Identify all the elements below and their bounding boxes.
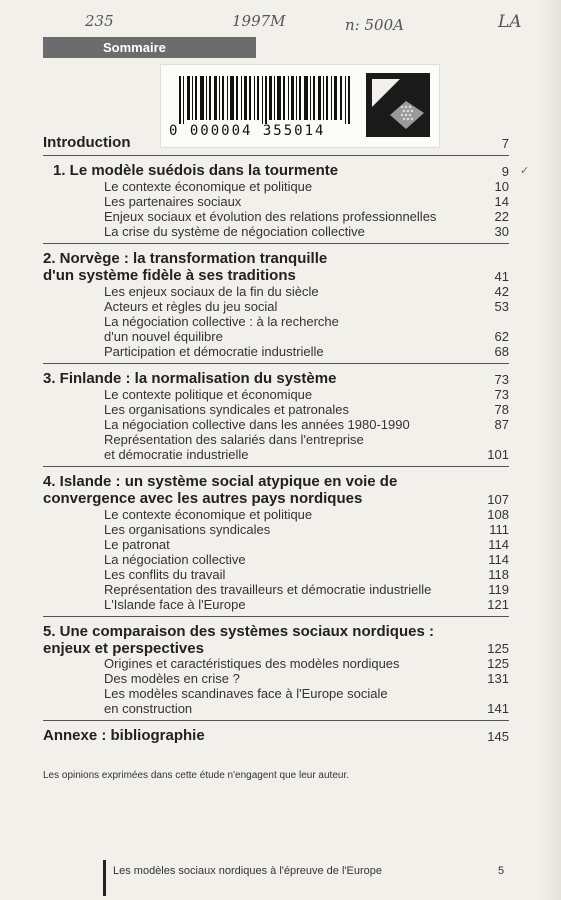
- toc-section3-page: 73: [494, 372, 509, 387]
- section-divider: [43, 616, 509, 617]
- toc-item: Le patronat: [104, 537, 170, 552]
- toc-item: Le contexte économique et politique: [104, 507, 313, 522]
- toc-section2-page: 41: [494, 269, 509, 284]
- section-divider: [43, 720, 509, 721]
- toc-item: Participation et démocratie industrielle: [104, 344, 324, 359]
- toc-item: La négociation collective : à la recherche: [104, 314, 339, 329]
- handwritten-note-3: n: 500A: [345, 16, 404, 34]
- toc-item-page: 68: [494, 344, 509, 359]
- toc-section4-page: 107: [487, 492, 509, 507]
- toc-item: Le contexte économique et politique: [104, 179, 313, 194]
- toc-item: Les conflits du travail: [104, 567, 226, 582]
- toc-item-page: 87: [494, 417, 509, 432]
- footer-rule: [103, 860, 106, 896]
- disclaimer-note: Les opinions exprimées dans cette étude n'engagent que leur auteur.: [43, 770, 350, 781]
- toc-item-page: 78: [494, 402, 509, 417]
- footer-page-number: 5: [498, 865, 505, 877]
- toc-annexe-title: Annexe : bibliographie: [43, 727, 205, 744]
- toc-item-page: 101: [487, 447, 509, 462]
- barcode-digits: 0 000004 355014: [169, 123, 326, 139]
- toc-item: Les partenaires sociaux: [104, 194, 242, 209]
- checkmark-icon: ✓: [520, 165, 530, 177]
- toc-item: Des modèles en crise ?: [104, 671, 240, 686]
- toc-annexe-page: 145: [487, 729, 509, 744]
- section-divider: [43, 363, 509, 364]
- toc-item: d'un nouvel équilibre: [104, 329, 223, 344]
- toc-section4-title-line1: 4. Islande : un système social atypique en voie de: [43, 473, 398, 490]
- toc-section1-page: 9: [501, 164, 509, 179]
- toc-item: La négociation collective dans les années 1980-1990: [104, 417, 410, 432]
- toc-item-page: 119: [488, 582, 509, 597]
- toc-item: Les modèles scandinaves face à l'Europe sociale: [104, 686, 388, 701]
- toc-item-page: 108: [487, 507, 509, 522]
- toc-section4-title-line2: convergence avec les autres pays nordiques: [43, 490, 363, 507]
- toc-item: et démocratie industrielle: [104, 447, 249, 462]
- handwritten-note-1: 235: [85, 12, 114, 30]
- toc-item-page: 30: [494, 224, 509, 239]
- toc-item-page: 118: [488, 567, 509, 582]
- toc-item: Représentation des travailleurs et démocratie industrielle: [104, 582, 432, 597]
- page-edge-shadow: [539, 0, 561, 900]
- toc-introduction-page: 7: [501, 136, 509, 151]
- handwritten-note-4: LA: [498, 12, 522, 32]
- toc-introduction-title: Introduction: [43, 134, 131, 151]
- toc-item: Les enjeux sociaux de la fin du siècle: [104, 284, 319, 299]
- sommaire-label: Sommaire: [103, 40, 166, 55]
- toc-item: Acteurs et règles du jeu social: [104, 299, 278, 314]
- toc-item: Les organisations syndicales et patronales: [104, 402, 349, 417]
- toc-item-page: 73: [494, 387, 509, 402]
- section-divider: [43, 466, 509, 467]
- toc-item: en construction: [104, 701, 193, 716]
- toc-item: Enjeux sociaux et évolution des relations professionnelles: [104, 209, 437, 224]
- toc-item: Origines et caractéristiques des modèles nordiques: [104, 656, 400, 671]
- toc-item-page: 121: [487, 597, 509, 612]
- sommaire-header: [43, 37, 256, 58]
- toc-section2-title-line2: d'un système fidèle à ses traditions: [43, 267, 296, 284]
- toc-item-page: 141: [487, 701, 509, 716]
- publisher-logo-icon: [366, 73, 430, 137]
- toc-section5-title-line2: enjeux et perspectives: [43, 640, 204, 657]
- toc-item-page: 131: [487, 671, 509, 686]
- toc-section5-page: 125: [487, 641, 509, 656]
- toc-section1-title: 1. Le modèle suédois dans la tourmente: [53, 162, 339, 179]
- handwritten-note-2: 1997M: [232, 12, 286, 30]
- toc-item: Représentation des salariés dans l'entreprise: [104, 432, 364, 447]
- toc-item-page: 10: [494, 179, 509, 194]
- toc-item-page: 125: [487, 656, 509, 671]
- toc-item-page: 114: [488, 537, 509, 552]
- section-divider: [43, 243, 509, 244]
- toc-item: Les organisations syndicales: [104, 522, 271, 537]
- toc-item-page: 53: [494, 299, 509, 314]
- toc-item: Le contexte politique et économique: [104, 387, 313, 402]
- toc-item-page: 114: [488, 552, 509, 567]
- toc-section3-title: 3. Finlande : la normalisation du système: [43, 370, 337, 387]
- section-divider: [43, 155, 509, 156]
- toc-item: La négociation collective: [104, 552, 246, 567]
- toc-item-page: 42: [494, 284, 509, 299]
- toc-item-page: 14: [494, 194, 509, 209]
- barcode-icon: [175, 74, 361, 128]
- toc-section5-title-line1: 5. Une comparaison des systèmes sociaux nordiques :: [43, 623, 434, 640]
- toc-item: L'Islande face à l'Europe: [104, 597, 246, 612]
- toc-item-page: 111: [489, 522, 509, 537]
- toc-item-page: 62: [494, 329, 509, 344]
- footer-book-title: Les modèles sociaux nordiques à l'épreuve de l'Europe: [113, 865, 382, 877]
- toc-item: La crise du système de négociation collective: [104, 224, 365, 239]
- toc-item-page: 22: [494, 209, 509, 224]
- toc-section2-title-line1: 2. Norvège : la transformation tranquille: [43, 250, 328, 267]
